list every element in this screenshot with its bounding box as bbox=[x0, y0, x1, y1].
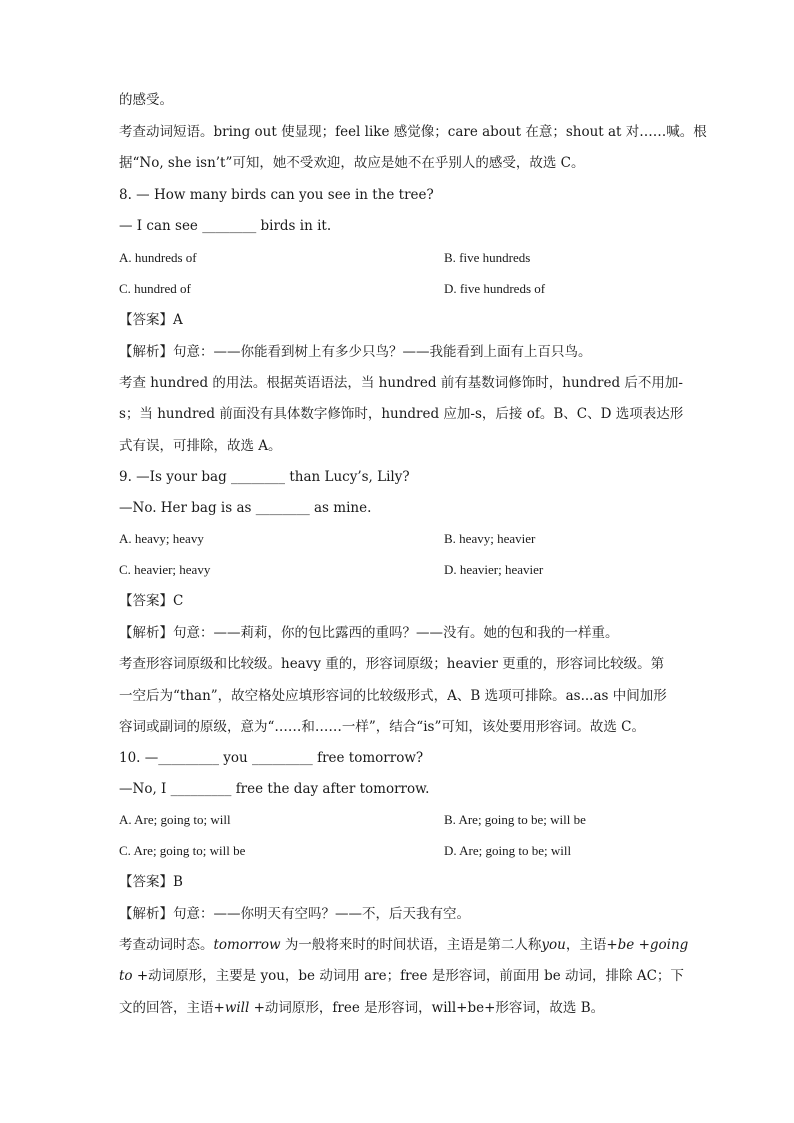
option-right: B. heavy; heavier bbox=[444, 531, 536, 546]
option-right: D. five hundreds of bbox=[444, 281, 546, 296]
text-line bbox=[119, 998, 604, 1018]
italic-term: be bbox=[617, 937, 635, 953]
italic-term: you bbox=[541, 937, 566, 953]
text-line: 【解析】句意：——你能看到树上有多少只鸟？——我能看到上面有上百只鸟。 bbox=[119, 344, 592, 360]
text-line: 据“No, she isn’t”可知，她不受欢迎，故应是她不在乎别人的感受，故选 C。 bbox=[119, 155, 585, 171]
text-line: 10. —_________ you _________ free tomorrow? bbox=[119, 750, 424, 766]
text-line: 【答案】C bbox=[119, 593, 184, 609]
text-run: ，主语+ bbox=[565, 937, 618, 953]
text-line: —No. Her bag is as ________ as mine. bbox=[119, 500, 372, 516]
text-line: 容词或副词的原级，意为“……和……一样”，结合“is”可知，该处要用形容词。故选 C。 bbox=[119, 719, 645, 735]
option-right: B. five hundreds bbox=[444, 250, 531, 265]
text-line: s；当 hundred 前面没有具体数字修饰时，hundred 应加-s，后接 of。B、C、D 选项表达形 bbox=[119, 406, 684, 422]
text-line: 9. —Is your bag ________ than Lucy’s, Lily? bbox=[119, 469, 410, 485]
text-line: —No, I _________ free the day after tomorrow. bbox=[119, 781, 430, 797]
text-run: + bbox=[634, 937, 650, 953]
text-line: 【答案】B bbox=[119, 874, 183, 890]
italic-term: to bbox=[119, 968, 133, 984]
option-right: B. Are; going to be; will be bbox=[444, 812, 586, 827]
italic-term: will bbox=[224, 1000, 250, 1016]
text-run: 文的回答，主语+ bbox=[119, 1000, 225, 1016]
text-run: +动词原形，free 是形容词，will+be+形容词，故选 B。 bbox=[249, 1000, 605, 1016]
text-run: +动词原形，主要是 you，be 动词用 are；free 是形容词，前面用 be 动词，排除 AC；下 bbox=[132, 968, 684, 984]
text-line: 【解析】句意：——莉莉，你的包比露西的重吗？——没有。她的包和我的一样重。 bbox=[119, 625, 619, 641]
text-line: 8. — How many birds can you see in the tree? bbox=[119, 187, 434, 203]
option-left: C. heavier; heavy bbox=[119, 562, 211, 577]
text-line bbox=[119, 966, 684, 986]
option-left: C. hundred of bbox=[119, 281, 191, 296]
text-line: 式有误，可排除，故选 A。 bbox=[119, 438, 282, 454]
option-right: D. heavier; heavier bbox=[444, 562, 544, 577]
text-line: 【答案】A bbox=[119, 312, 183, 328]
option-left: C. Are; going to; will be bbox=[119, 843, 246, 858]
text-line bbox=[119, 935, 688, 955]
text-run: 考查动词时态。 bbox=[119, 937, 214, 953]
text-run: 为一般将来时的时间状语，主语是第二人称 bbox=[280, 937, 542, 953]
text-line: — I can see ________ birds in it. bbox=[119, 218, 332, 234]
text-line: 考查动词短语。bring out 使显现；feel like 感觉像；care about 在意；shout at 对……喊。根 bbox=[119, 124, 707, 140]
italic-term: going bbox=[649, 937, 689, 953]
text-line: 考查形容词原级和比较级。heavy 重的，形容词原级；heavier 更重的，形容词比较级。第 bbox=[119, 656, 665, 672]
text-line: 的感受。 bbox=[119, 92, 173, 108]
italic-term: tomorrow bbox=[213, 937, 281, 953]
option-left: A. Are; going to; will bbox=[119, 812, 231, 827]
text-line: 【解析】句意：——你明天有空吗？——不，后天我有空。 bbox=[119, 906, 470, 922]
text-line: 一空后为“than”，故空格处应填形容词的比较级形式，A、B 选项可排除。as...as 中间加形 bbox=[119, 688, 667, 704]
option-left: A. heavy; heavy bbox=[119, 531, 204, 546]
option-right: D. Are; going to be; will bbox=[444, 843, 572, 858]
option-left: A. hundreds of bbox=[119, 250, 197, 265]
text-line: 考查 hundred 的用法。根据英语语法，当 hundred 前有基数词修饰时，hundred 后不用加- bbox=[119, 375, 683, 391]
